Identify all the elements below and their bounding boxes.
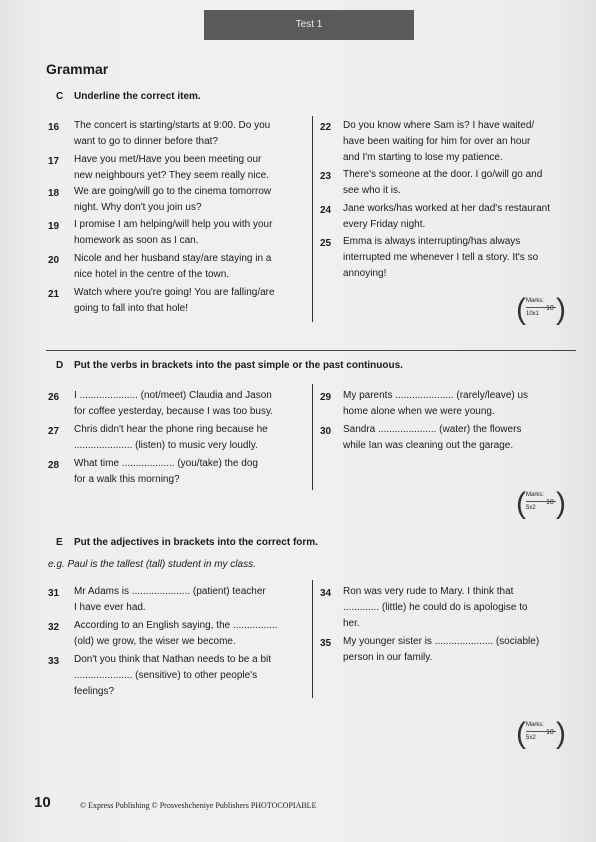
item-line: Have you met/Have you been meeting our	[74, 154, 262, 165]
item-line: night. Why don't you join us?	[74, 202, 202, 213]
item-line: Do you know where Sam is? I have waited/	[343, 120, 535, 131]
item-line: What time ................... (you/take) the dog	[74, 458, 258, 469]
item-25-text	[343, 234, 538, 282]
item-27-text	[74, 422, 268, 454]
item-33-text	[74, 652, 271, 700]
copyright-credit: © Express Publishing © Prosveshcheniye Publishers PHOTOCOPIABLE	[80, 801, 317, 810]
item-line: ..................... (sensitive) to other people's	[74, 670, 258, 681]
item-16-text	[74, 118, 270, 150]
marks-box-e	[516, 718, 566, 752]
section-c-letter: C	[56, 91, 64, 102]
section-d-divider	[312, 384, 313, 490]
item-31-text	[74, 584, 266, 616]
item-line: person in our family.	[343, 652, 433, 663]
item-line: Jane works/has worked at her dad's restaurant	[343, 203, 551, 214]
section-e-divider	[312, 580, 313, 698]
right-parenthesis-icon: )	[556, 487, 566, 520]
item-35-text	[343, 634, 539, 666]
item-line: Chris didn't hear the phone ring because he	[74, 424, 268, 435]
item-line: have been waiting for him for over an hour	[343, 136, 531, 147]
item-number: 28	[48, 460, 60, 471]
marks-value: 10x1	[526, 311, 540, 317]
item-line: I have ever had.	[74, 602, 146, 613]
item-number: 20	[48, 255, 60, 266]
item-24-text	[343, 201, 550, 233]
item-18-text	[74, 184, 271, 216]
item-line: My younger sister is ..................... (sociable)	[343, 636, 540, 647]
item-number: 27	[48, 426, 60, 437]
item-21-text	[74, 285, 275, 317]
section-e-example: e.g. Paul is the tallest (tall) student in my class.	[48, 559, 256, 570]
marks-total: 10	[546, 499, 554, 506]
item-line: want to go to dinner before that?	[74, 136, 218, 147]
item-line: Don't you think that Nathan needs to be a bit	[74, 654, 272, 665]
item-19-text	[74, 217, 272, 249]
item-32-text	[74, 618, 277, 650]
item-number: 21	[48, 289, 60, 300]
section-c-divider	[312, 116, 313, 322]
item-number: 32	[48, 622, 60, 633]
item-number: 19	[48, 221, 60, 232]
right-parenthesis-icon: )	[556, 293, 566, 326]
item-number: 30	[320, 426, 332, 437]
item-number: 35	[320, 638, 332, 649]
item-number: 22	[320, 122, 332, 133]
item-line: and I'm starting to lose my patience.	[343, 152, 503, 163]
marks-value: 5x2	[526, 735, 536, 741]
item-line: According to an English saying, the ................	[74, 620, 278, 631]
item-29-text	[343, 388, 528, 420]
item-number: 29	[320, 392, 332, 403]
item-number: 26	[48, 392, 60, 403]
item-line: Nicole and her husband stay/are staying in a	[74, 253, 272, 264]
page-number: 10	[34, 794, 51, 811]
item-number: 25	[320, 238, 332, 249]
item-line: for coffee yesterday, because I was too busy.	[74, 406, 273, 417]
section-e-letter: E	[56, 537, 63, 548]
item-line: home alone when we were young.	[343, 406, 495, 417]
section-heading: Grammar	[46, 61, 109, 77]
right-parenthesis-icon: )	[556, 717, 566, 750]
section-c-instruction: Underline the correct item.	[74, 91, 201, 102]
item-number: 23	[320, 171, 332, 182]
item-line: her.	[343, 618, 360, 629]
marks-total: 10	[546, 729, 554, 736]
item-line: Ron was very rude to Mary. I think that	[343, 586, 514, 597]
item-number: 34	[320, 588, 332, 599]
item-line: ............. (little) he could do is apologise to	[343, 602, 528, 613]
item-line: every Friday night.	[343, 219, 426, 230]
item-line: Watch where you're going! You are falling/are	[74, 287, 275, 298]
left-parenthesis-icon: (	[516, 293, 526, 326]
marks-total: 10	[546, 305, 554, 312]
section-separator	[46, 350, 576, 351]
left-parenthesis-icon: (	[516, 487, 526, 520]
item-number: 17	[48, 156, 60, 167]
item-line: new neighbours yet? They seem really nice.	[74, 170, 269, 181]
item-line: I promise I am helping/will help you with your	[74, 219, 273, 230]
item-line: for a walk this morning?	[74, 474, 180, 485]
item-line: My parents ..................... (rarely/leave) us	[343, 390, 529, 401]
item-17-text	[74, 152, 269, 184]
item-line: Mr Adams is ..................... (patient) teacher	[74, 586, 266, 597]
section-e-instruction: Put the adjectives in brackets into the correct form.	[74, 537, 318, 548]
item-number: 16	[48, 122, 60, 133]
item-line: I ..................... (not/meet) Claudia and Jason	[74, 390, 272, 401]
item-line: (old) we grow, the wiser we become.	[74, 636, 236, 647]
item-line: The concert is starting/starts at 9:00. Do you	[74, 120, 271, 131]
item-line: nice hotel in the centre of the town.	[74, 269, 230, 280]
item-line: Sandra ..................... (water) the flowers	[343, 424, 522, 435]
section-d-instruction: Put the verbs in brackets into the past simple or the past continuous.	[74, 360, 403, 371]
item-line: interrupted me whenever I tell a story. It's so	[343, 252, 539, 263]
test-title-tab: Test 1	[204, 10, 414, 40]
item-line: ..................... (listen) to music very loudly.	[74, 440, 258, 451]
marks-label: Marks:	[526, 298, 544, 304]
item-22-text	[343, 118, 534, 166]
item-number: 18	[48, 188, 60, 199]
marks-label: Marks:	[526, 492, 544, 498]
item-line: Emma is always interrupting/has always	[343, 236, 521, 247]
item-23-text	[343, 167, 542, 199]
marks-value: 5x2	[526, 505, 536, 511]
item-line: see who it is.	[343, 185, 401, 196]
section-d-letter: D	[56, 360, 64, 371]
marks-box-d	[516, 488, 566, 522]
item-line: There's someone at the door. I go/will go and	[343, 169, 543, 180]
left-parenthesis-icon: (	[516, 717, 526, 750]
item-30-text	[343, 422, 521, 454]
item-34-text	[343, 584, 528, 632]
item-line: We are going/will go to the cinema tomorrow	[74, 186, 272, 197]
marks-label: Marks:	[526, 722, 544, 728]
item-line: homework as soon as I can.	[74, 235, 199, 246]
item-line: annoying!	[343, 268, 387, 279]
item-line: going to fall into that hole!	[74, 303, 188, 314]
marks-box-c	[516, 294, 566, 328]
item-number: 31	[48, 588, 60, 599]
item-line: while Ian was cleaning out the garage.	[343, 440, 514, 451]
item-26-text	[74, 388, 273, 420]
item-28-text	[74, 456, 258, 488]
item-20-text	[74, 251, 271, 283]
item-line: feelings?	[74, 686, 115, 697]
item-number: 24	[320, 205, 332, 216]
item-number: 33	[48, 656, 60, 667]
